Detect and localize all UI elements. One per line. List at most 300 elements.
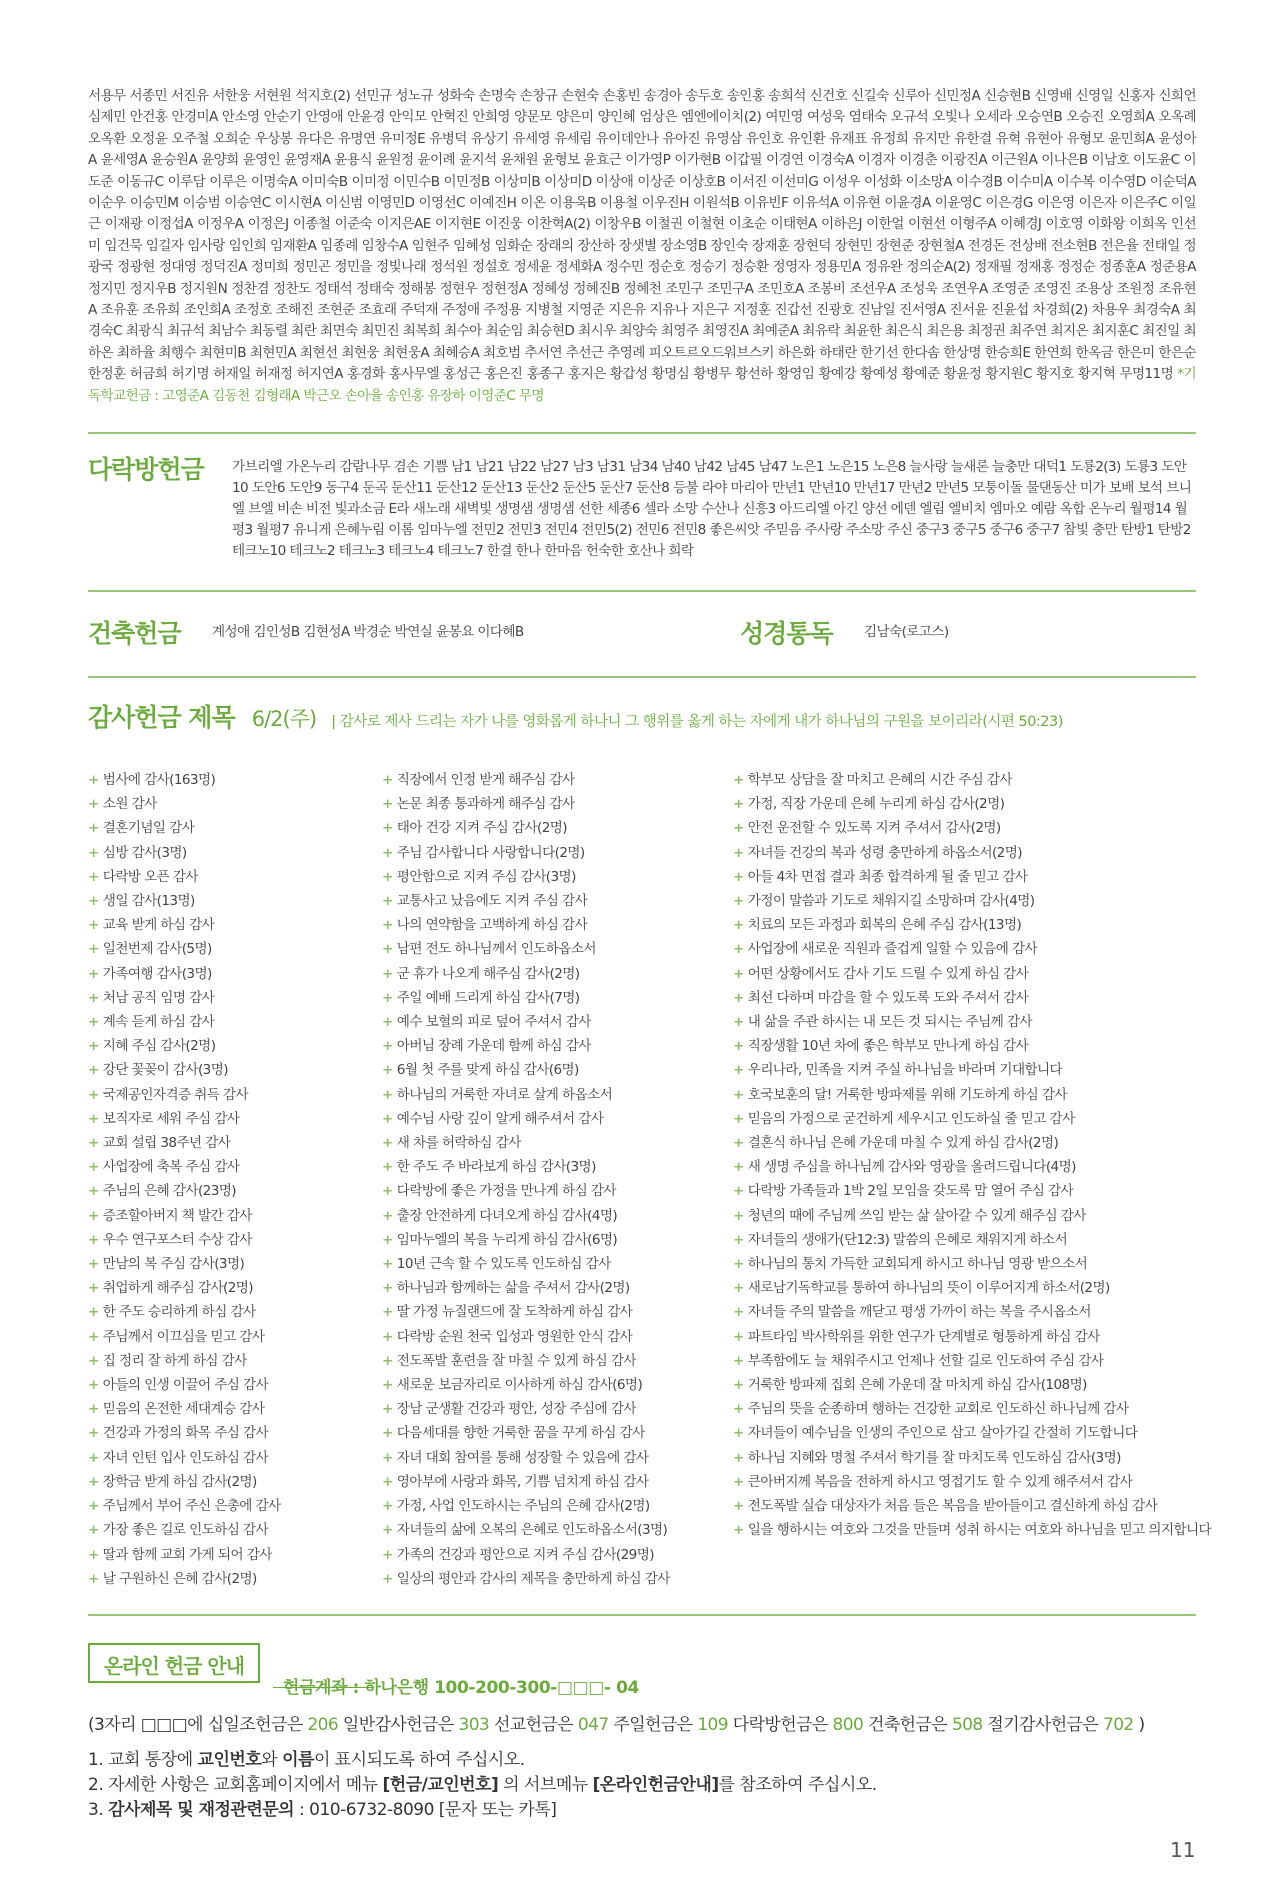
gratitude-item [733, 1058, 1211, 1082]
gratitude-item-text: 아들 4차 면접 결과 최종 합격하게 될 줄 믿고 감사 [747, 868, 1028, 885]
plus-icon: + [88, 917, 99, 934]
plus-icon: + [733, 1207, 744, 1224]
gratitude-item-text: 자녀들의 삶에 오복의 은혜로 인도하옵소서(3명) [396, 1522, 668, 1539]
gratitude-item-text: 직장생활 10년 차에 좋은 학부모 만나게 하심 감사 [747, 1038, 1029, 1055]
gratitude-item [382, 962, 670, 986]
gratitude-item [88, 889, 281, 913]
gratitude-item [733, 1373, 1211, 1397]
gratitude-item [382, 792, 670, 816]
gratitude-item-text: 강단 꽃꽂이 감사(3명) [102, 1062, 228, 1079]
gratitude-item [733, 937, 1211, 961]
code-number: 109 [697, 1715, 728, 1735]
gratitude-item [733, 1518, 1211, 1542]
gratitude-item-text: 자녀들이 예수님을 인생의 주인으로 삼고 살아가길 간절히 기도합니다 [747, 1425, 1138, 1442]
gratitude-item [733, 962, 1211, 986]
gratitude-item-text: 자녀 인턴 입사 인도하심 감사 [102, 1449, 269, 1466]
plus-icon: + [88, 1546, 99, 1563]
gratitude-item [382, 1373, 670, 1397]
plus-icon: + [382, 1546, 393, 1563]
gratitude-item-text: 믿음의 온전한 세대계승 감사 [102, 1401, 265, 1418]
gratitude-item-text: 소원 감사 [102, 796, 157, 813]
plus-icon: + [382, 1256, 393, 1273]
gratitude-item-text: 태아 건강 지켜 주심 감사(2명) [396, 820, 567, 837]
plus-icon: + [733, 1352, 744, 1369]
plus-icon: + [382, 1449, 393, 1466]
plus-icon: + [382, 1231, 393, 1248]
gratitude-item-text: 하나님의 거룩한 자녀로 살게 하옵소서 [396, 1086, 613, 1103]
plus-icon: + [733, 1304, 744, 1321]
gratitude-item [733, 816, 1211, 840]
gratitude-item-text: 호국보훈의 달! 거룩한 방파제를 위해 기도하게 하심 감사 [747, 1086, 1067, 1103]
gratitude-verse: | 감사로 제사 드리는 자가 나를 영화롭게 하나니 그 행위를 옳게 하는 자에게 내가 하나님의 구원을 보이리라(시편 50:23) [331, 714, 1063, 730]
plus-icon: + [733, 1086, 744, 1103]
gratitude-item [733, 1228, 1211, 1252]
gratitude-item [88, 1518, 281, 1542]
gratitude-item [382, 1518, 670, 1542]
gratitude-item-text: 장남 군생활 건강과 평안, 성장 주심에 감사 [396, 1401, 636, 1418]
gratitude-item-text: 안전 운전할 수 있도록 지켜 주셔서 감사(2명) [747, 820, 1001, 837]
gratitude-item [733, 1397, 1211, 1421]
plus-icon: + [733, 1377, 744, 1394]
code-label: 일반감사헌금은 [342, 1715, 454, 1735]
divider [88, 1614, 1196, 1616]
gratitude-item-text: 아들의 인생 이끌어 주심 감사 [102, 1377, 269, 1394]
gratitude-item-text: 범사에 감사(163명) [102, 772, 216, 788]
gratitude-item-text: 예수님 사랑 깊이 알게 해주셔서 감사 [396, 1110, 604, 1127]
plus-icon: + [733, 1328, 744, 1345]
gratitude-item-text: 주님의 은혜 감사(23명) [102, 1183, 236, 1200]
gratitude-item-text: 생일 감사(13명) [102, 893, 195, 910]
note-2: 2. 자세한 사항은 교회홈페이지에서 메뉴 [헌금/교인번호] 의 서브메뉴 [온라인헌금안내]를 참조하여 주십시오. [88, 1775, 877, 1795]
gratitude-item-text: 출장 안전하게 다녀오게 하심 감사(4명) [396, 1207, 618, 1224]
gratitude-item [733, 1131, 1211, 1155]
gratitude-item-text: 딸과 함께 교회 가게 되어 감사 [102, 1546, 272, 1563]
gratitude-item [88, 1155, 281, 1179]
gratitude-item-text: 교회 설립 38주년 감사 [102, 1135, 231, 1152]
gratitude-item [733, 1446, 1211, 1470]
gratitude-item [88, 1252, 281, 1276]
gratitude-title: 감사헌금 제목 [88, 703, 235, 732]
gratitude-item-text: 한 주도 주 바라보게 하심 감사(3명) [396, 1159, 596, 1176]
plus-icon: + [733, 965, 744, 982]
plus-icon: + [733, 844, 744, 861]
plus-icon: + [733, 1135, 744, 1152]
gratitude-item [382, 913, 670, 937]
plus-icon: + [88, 1086, 99, 1103]
darakbang-title: 다락방헌금 [88, 455, 204, 484]
plus-icon: + [733, 1231, 744, 1248]
plus-icon: + [733, 941, 744, 958]
gratitude-date: 6/2(주) [251, 707, 317, 731]
offering-notes [88, 1748, 877, 1823]
plus-icon: + [733, 1449, 744, 1466]
gratitude-item [382, 1543, 670, 1567]
gratitude-item [88, 1179, 281, 1203]
gratitude-item [382, 841, 670, 865]
gratitude-item [382, 1325, 670, 1349]
plus-icon: + [88, 1207, 99, 1224]
plus-icon: + [382, 1473, 393, 1490]
code-label: 주일헌금은 [613, 1715, 693, 1735]
gratitude-item [733, 841, 1211, 865]
plus-icon: + [88, 1377, 99, 1394]
gratitude-item-text: 새로남기독학교를 통하여 하나님의 뜻이 이루어지게 하소서(2명) [747, 1280, 1110, 1297]
gratitude-item-text: 우리나라, 민족을 지켜 주실 하나님을 바라며 기대합니다 [747, 1062, 1063, 1079]
gratitude-item [382, 1179, 670, 1203]
gratitude-item [733, 1300, 1211, 1324]
gratitude-item [733, 1010, 1211, 1034]
gratitude-item [88, 1107, 281, 1131]
gratitude-item [88, 1131, 281, 1155]
plus-icon: + [733, 1280, 744, 1297]
code-number: 303 [458, 1715, 490, 1735]
gratitude-column-2 [382, 768, 670, 1591]
gratitude-item-text: 사업장에 새로운 직원과 즐겁게 일할 수 있음에 감사 [747, 941, 1038, 958]
gratitude-item [88, 1228, 281, 1252]
gratitude-item [382, 1470, 670, 1494]
gratitude-item [88, 1543, 281, 1567]
plus-icon: + [382, 1425, 393, 1442]
gratitude-item [733, 889, 1211, 913]
gratitude-item-text: 6월 첫 주를 맞게 하심 감사(6명) [396, 1062, 579, 1079]
gratitude-item [382, 1228, 670, 1252]
plus-icon: + [88, 1425, 99, 1442]
plus-icon: + [88, 1038, 99, 1055]
plus-icon: + [382, 893, 393, 910]
gratitude-item [733, 768, 1211, 792]
plus-icon: + [88, 1014, 99, 1031]
gratitude-item [733, 865, 1211, 889]
gratitude-item [382, 1107, 670, 1131]
plus-icon: + [382, 1522, 393, 1539]
codes-list [307, 1715, 1144, 1735]
gratitude-item-text: 임마누엘의 복을 누리게 하심 감사(6명) [396, 1231, 618, 1248]
plus-icon: + [733, 1110, 744, 1127]
gratitude-item [733, 1034, 1211, 1058]
gratitude-item-text: 교육 받게 하심 감사 [102, 917, 215, 934]
gratitude-item [88, 986, 281, 1010]
gratitude-item [88, 1325, 281, 1349]
plus-icon: + [88, 868, 99, 885]
plus-icon: + [382, 1135, 393, 1152]
gratitude-item [382, 1010, 670, 1034]
gratitude-item-text: 자녀 대회 참여를 통해 성장할 수 있음에 감사 [396, 1449, 649, 1466]
gratitude-item-text: 일천번제 감사(5명) [102, 941, 212, 958]
plus-icon: + [88, 1159, 99, 1176]
gratitude-item [382, 986, 670, 1010]
gratitude-item-text: 일상의 평안과 감사의 제목을 충만하게 하심 감사 [396, 1570, 670, 1587]
note-1: 1. 교회 통장에 교인번호와 이름이 표시되도록 하여 주십시오. [88, 1750, 525, 1770]
gratitude-item-text: 날 구원하신 은혜 감사(2명) [102, 1570, 257, 1587]
plus-icon: + [733, 1159, 744, 1176]
plus-icon: + [733, 772, 744, 788]
gratitude-item-text: 심방 감사(3명) [102, 844, 187, 861]
gratitude-item-text: 학부모 상담을 잘 마치고 은혜의 시간 주심 감사 [747, 772, 1012, 788]
plus-icon: + [88, 989, 99, 1006]
plus-icon: + [382, 1110, 393, 1127]
gratitude-item-text: 가족여행 감사(3명) [102, 965, 212, 982]
offering-codes [88, 1710, 1145, 1735]
gratitude-item [88, 1397, 281, 1421]
gratitude-item-text: 한 주도 승리하게 하심 감사 [102, 1304, 256, 1321]
gratitude-item-text: 하나님과 함께하는 삶을 주셔서 감사(2명) [396, 1280, 630, 1297]
gratitude-item [88, 792, 281, 816]
gratitude-item-text: 사업장에 축복 주심 감사 [102, 1159, 240, 1176]
gratitude-item-text: 다음세대를 향한 거룩한 꿈을 꾸게 하심 감사 [396, 1425, 645, 1442]
gratitude-item-text: 청년의 때에 주님께 쓰임 받는 삶 살아갈 수 있게 해주심 감사 [747, 1207, 1086, 1224]
gratitude-item [88, 1058, 281, 1082]
donor-names: 서용무 서종민 서진유 서한웅 서현원 석지호(2) 선민규 성노규 성화숙 손명숙 손창규 손현숙 손홍빈 송경아 송두호 송인홍 송희석 신건호 신길숙 신루아 신민정A 신승현B 신영배 신영일 신홍자 신희언 심제민 안건홍 안경미A 안소영 안순기 안영애 안윤경 안익모 안혁진 안희영 양문모 양은미 양인혜 엄상은 엠엔에이치(2) 여민영 여성욱 염태숙 오규석 오빛나 오세라 오승연B 오승진 오영희A 오옥례 오옥환 오정윤 오주철 오희순 우상봉 유다은 유명연 유미정E 유병덕 유상기 유세영 유세림 유이데안나 유아진 유영삼 유인호 유인환 유재표 유정희 유지만 유한결 유혁 유현아 유형모 윤민희A 윤성아A 윤세영A 윤승원A 윤양희 윤영인 윤영재A 윤용식 윤원정 윤이례 윤지석 윤채원 윤형보 윤효근 이가영P 이가현B 이갑필 이경연 이경숙A 이경자 이경춘 이광진A 이근원A 이나은B 이남호 이도윤C 이도준 이동규C 이루담 이루은 이명숙A 이미숙B 이미정 이민수B 이민정B 이상미B 이상미D 이상애 이상준 이상호B 이서진 이선미G 이성우 이성화 이소망A 이수경B 이수미A 이수복 이수영D 이순덕A 이순우 이승민M 이승범 이승연C 이시현A 이신범 이영민D 이영선C 이예진H 이온 이용욱B 이용철 이우진H 이원석B 이유빈F 이유석A 이유현 이윤경A 이윤영C 이은경G 이은영 이은자 이은주C 이일근 이재광 이정섭A 이정우A 이정은J 이종철 이준숙 이지은AE 이지현E 이진웅 이찬혁A(2) 이창우B 이철권 이철현 이초순 이태현A 이하은J 이한얼 이현선 이형주A 이혜경J 이호영 이화왕 이희옥 인선미 임건묵 임길자 임사랑 임인희 임재환A 임종례 임창수A 임현주 임혜성 임화순 장래의 장산하 장샛별 장소영B 장인숙 장재훈 장현덕 장현민 장현준 장현철A 전경돈 전상배 전소현B 전은율 전태일 정광국 정광현 정대영 정덕진A 정미희 정민곤 정민을 정빛나래 정석원 정설호 정세윤 정세화A 정수민 정순호 정승기 정승환 정영자 정용민A 정유완 정의순A(2) 정재필 정재홍 정정순 정종훈A 정준용A 정지민 정지우B 정지원N 정찬겸 정찬도 정태석 정태숙 정해봉 정현우 정현정A 정혜성 정혜진B 정혜천 조민구 조민구A 조민호A 조봉비 조선우A 조성욱 조연우A 조영준 조영진 조용상 조원정 조유현A 조유훈 조유희 조인희A 조정호 조해진 조현준 조효래 주덕재 주정애 주정용 지병철 지영준 지은유 지유나 지은구 지정훈 진갑선 진광호 진남일 진서영A 진서윤 진윤섭 차경희(2) 차용우 최경숙A 최경숙C 최광식 최규석 최남수 최동렬 최란 최면숙 최민진 최복희 최수아 최순임 최승현D 최시우 최양숙 최영주 최영진A 최예준A 최유락 최윤한 최은식 최은용 최정권 최주연 최지온 최지훈C 최진일 최하온 최하율 최행수 최현미B 최현민A 최현선 최현웅 최현웅A 최혜승A 최호범 추서연 추선근 추영례 피오트르오드워브스키 하은화 하태란 한기선 한다솜 한상명 한승희E 한연희 한옥금 한은미 한은순 한정훈 허금희 허기명 허재일 허재정 허지연A 홍경화 홍사무엘 홍성근 홍은진 홍종구 홍지은 황갑성 황명심 황병무 황선하 황영임 황예강 황예성 황예준 황윤정 황지원C 황지호 황지혁 무명11명 [88, 88, 1196, 383]
gratitude-item [382, 1252, 670, 1276]
code-number: 800 [832, 1715, 864, 1735]
plus-icon: + [733, 820, 744, 837]
gratitude-item-text: 전도폭발 실습 대상자가 처음 들은 복음을 받아들이고 결신하게 하심 감사 [747, 1498, 1158, 1515]
gratitude-item [733, 1155, 1211, 1179]
gratitude-item-text: 파트타임 박사학위를 위한 연구가 단계별로 형통하게 하심 감사 [747, 1328, 1100, 1345]
plus-icon: + [382, 989, 393, 1006]
plus-icon: + [382, 820, 393, 837]
gratitude-item [382, 1300, 670, 1324]
gratitude-item-text: 새로운 보금자리로 이사하게 하심 감사(6명) [396, 1377, 643, 1394]
building-list: 계성애 김인성B 김현성A 박경순 박연실 윤봉요 이다혜B [212, 624, 524, 640]
gratitude-item-text: 나의 연약함을 고백하게 하심 감사 [396, 917, 588, 934]
plus-icon: + [733, 1498, 744, 1515]
gratitude-item-text: 증조할아버지 책 발간 감사 [102, 1207, 252, 1224]
donor-names-block [88, 86, 1196, 407]
plus-icon: + [382, 844, 393, 861]
divider [88, 432, 1196, 434]
gratitude-item [88, 1034, 281, 1058]
plus-icon: + [382, 772, 393, 788]
plus-icon: + [382, 868, 393, 885]
gratitude-item-text: 장학금 받게 하심 감사(2명) [102, 1473, 257, 1490]
code-label: 건축헌금은 [868, 1715, 948, 1735]
gratitude-item [88, 1567, 281, 1591]
gratitude-item-text: 거룩한 방파제 집회 은혜 가운데 잘 마치게 하심 감사(108명) [747, 1377, 1087, 1394]
gratitude-item [733, 913, 1211, 937]
gratitude-item [382, 1494, 670, 1518]
plus-icon: + [733, 893, 744, 910]
gratitude-item [382, 1349, 670, 1373]
gratitude-item [382, 889, 670, 913]
plus-icon: + [733, 1062, 744, 1079]
gratitude-item-text: 믿음의 가정으로 굳건하게 세우시고 인도하실 줄 믿고 감사 [747, 1110, 1075, 1127]
plus-icon: + [88, 1570, 99, 1587]
gratitude-item-text: 전도폭발 훈련을 잘 마칠 수 있게 하심 감사 [396, 1352, 636, 1369]
gratitude-item [88, 816, 281, 840]
gratitude-item [382, 1131, 670, 1155]
gratitude-item-text: 일을 행하시는 여호와 그것을 만들며 성취 하시는 여호와 하나님을 믿고 의지합니다 [747, 1522, 1212, 1539]
gratitude-item-text: 새 생명 주심을 하나님께 감사와 영광을 올려드립니다(4명) [747, 1159, 1076, 1176]
gratitude-item [88, 1010, 281, 1034]
plus-icon: + [382, 1328, 393, 1345]
bible-list: 김남숙(로고스) [864, 624, 949, 640]
plus-icon: + [733, 796, 744, 813]
gratitude-item-text: 다락방 순원 천국 입성과 영원한 안식 감사 [396, 1328, 633, 1345]
gratitude-item [88, 962, 281, 986]
plus-icon: + [88, 844, 99, 861]
gratitude-item-text: 다락방에 좋은 가정을 만나게 하심 감사 [396, 1183, 616, 1200]
gratitude-item-text: 주일 예배 드리게 하심 감사(7명) [396, 989, 580, 1006]
gratitude-item [733, 1470, 1211, 1494]
gratitude-item-text: 새 차를 허락하심 감사 [396, 1135, 521, 1152]
plus-icon: + [382, 1570, 393, 1587]
gratitude-item-text: 만남의 복 주심 감사(3명) [102, 1256, 245, 1273]
gratitude-item-text: 평안함으로 지켜 주심 감사(3명) [396, 868, 576, 885]
gratitude-item-text: 취업하게 해주심 감사(2명) [102, 1280, 254, 1297]
gratitude-item [733, 1276, 1211, 1300]
plus-icon: + [382, 1401, 393, 1418]
online-offering-badge [88, 1643, 260, 1683]
plus-icon: + [733, 1473, 744, 1490]
plus-icon: + [382, 1086, 393, 1103]
gratitude-item [88, 1083, 281, 1107]
gratitude-item [733, 1325, 1211, 1349]
plus-icon: + [88, 1401, 99, 1418]
gratitude-item-text: 다락방 오픈 감사 [102, 868, 198, 885]
gratitude-item-text: 아버님 장례 가운데 함께 하심 감사 [396, 1038, 591, 1055]
gratitude-item-text: 하나님의 통치 가득한 교회되게 하시고 하나님 영광 받으소서 [747, 1256, 1088, 1273]
gratitude-item-text: 지혜 주심 감사(2명) [102, 1038, 216, 1055]
gratitude-item [733, 1252, 1211, 1276]
gratitude-item [88, 865, 281, 889]
gratitude-item [382, 768, 670, 792]
gratitude-item [382, 1567, 670, 1591]
plus-icon: + [88, 1522, 99, 1539]
gratitude-item [88, 1470, 281, 1494]
gratitude-item-text: 처남 공직 임명 감사 [102, 989, 215, 1006]
gratitude-item [88, 1276, 281, 1300]
account-info: 헌금계좌 : 하나은행 100-200-300-□□□- 04 [283, 1678, 639, 1698]
gratitude-item-text: 가정이 말씀과 기도로 채워지길 소망하며 감사(4명) [747, 893, 1035, 910]
gratitude-header [88, 698, 1063, 734]
gratitude-item [382, 1446, 670, 1470]
gratitude-item [382, 1276, 670, 1300]
plus-icon: + [733, 1014, 744, 1031]
gratitude-item-text: 다락방 가족들과 1박 2일 모임을 갖도록 맘 열어 주심 감사 [747, 1183, 1074, 1200]
gratitude-item-text: 10년 근속 할 수 있도록 인도하심 감사 [396, 1256, 611, 1273]
gratitude-item-text: 내 삶을 주관 하시는 내 모든 것 되시는 주님께 감사 [747, 1014, 1032, 1031]
gratitude-item [88, 913, 281, 937]
plus-icon: + [382, 941, 393, 958]
plus-icon: + [733, 989, 744, 1006]
page-number: 11 [1170, 1838, 1196, 1862]
gratitude-item [88, 1300, 281, 1324]
gratitude-item-text: 어떤 상황에서도 감사 기도 드릴 수 있게 하심 감사 [747, 965, 1029, 982]
gratitude-item-text: 결혼기념일 감사 [102, 820, 195, 837]
gratitude-item-text: 교통사고 났음에도 지켜 주심 감사 [396, 893, 588, 910]
gratitude-item-text: 치료의 모든 과정과 회복의 은혜 주심 감사(13명) [747, 917, 1022, 934]
gratitude-item-text: 하나님 지혜와 명철 주셔서 학기를 잘 마치도록 인도하심 감사(3명) [747, 1449, 1121, 1466]
code-number: 702 [1102, 1715, 1134, 1735]
plus-icon: + [733, 868, 744, 885]
plus-icon: + [382, 1159, 393, 1176]
gratitude-item [88, 1349, 281, 1373]
plus-icon: + [382, 796, 393, 813]
gratitude-item [733, 792, 1211, 816]
gratitude-item-text: 가정, 사업 인도하시는 주님의 은혜 감사(2명) [396, 1498, 650, 1515]
christian-school-note: *기독학교헌금 : 고영준A 김동천 김형래A 박근오 손아율 송인홍 유장하 이영준C 무명 [88, 366, 1196, 404]
plus-icon: + [88, 941, 99, 958]
gratitude-item-text: 가정, 직장 가운데 은혜 누리게 하심 감사(2명) [747, 796, 1005, 813]
code-label: ) [1138, 1715, 1145, 1735]
plus-icon: + [733, 1522, 744, 1539]
online-offering-title: 온라인 헌금 안내 [103, 1654, 245, 1678]
gratitude-item [733, 1107, 1211, 1131]
plus-icon: + [382, 1377, 393, 1394]
gratitude-item-text: 딸 가정 뉴질랜드에 잘 도착하게 하심 감사 [396, 1304, 633, 1321]
gratitude-item-text: 최선 다하며 마감을 할 수 있도록 도와 주셔서 감사 [747, 989, 1029, 1006]
gratitude-item-text: 직장에서 인정 받게 해주심 감사 [396, 772, 575, 788]
gratitude-item-text: 주님의 뜻을 순종하며 행하는 건강한 교회로 인도하신 하나님께 감사 [747, 1401, 1129, 1418]
gratitude-item [733, 1179, 1211, 1203]
gratitude-item [88, 1446, 281, 1470]
gratitude-item-text: 예수 보혈의 피로 덮어 주셔서 감사 [396, 1014, 591, 1031]
gratitude-item-text: 남편 전도 하나님께서 인도하옵소서 [396, 941, 596, 958]
gratitude-item [88, 1373, 281, 1397]
gratitude-item-text: 큰아버지께 복음을 전하게 하시고 영접기도 할 수 있게 해주셔서 감사 [747, 1473, 1133, 1490]
gratitude-item-text: 가족의 건강과 평안으로 지켜 주심 감사(29명) [396, 1546, 654, 1563]
plus-icon: + [88, 1498, 99, 1515]
gratitude-item [382, 1058, 670, 1082]
plus-icon: + [88, 1231, 99, 1248]
plus-icon: + [382, 1304, 393, 1321]
gratitude-item [733, 1494, 1211, 1518]
bible-title: 성경통독 [740, 619, 833, 648]
plus-icon: + [88, 1256, 99, 1273]
gratitude-item [733, 1083, 1211, 1107]
gratitude-item [382, 816, 670, 840]
gratitude-item-text: 주님 감사합니다 사랑합니다(2명) [396, 844, 585, 861]
gratitude-item-text: 자녀들의 생애가(단12:3) 말씀의 은혜로 채워지게 하소서 [747, 1231, 1068, 1248]
plus-icon: + [733, 1256, 744, 1273]
code-number: 206 [307, 1715, 339, 1735]
gratitude-item [88, 768, 281, 792]
building-title: 건축헌금 [88, 619, 181, 648]
plus-icon: + [733, 1183, 744, 1200]
gratitude-item [382, 1204, 670, 1228]
note-3: 3. 감사제목 및 재정관련문의 : 010-6732-8090 [문자 또는 카톡] [88, 1800, 557, 1820]
gratitude-column-1 [88, 768, 281, 1591]
code-number: 508 [951, 1715, 983, 1735]
plus-icon: + [88, 965, 99, 982]
gratitude-item [382, 1083, 670, 1107]
plus-icon: + [382, 1038, 393, 1055]
divider [88, 590, 1196, 592]
divider [88, 676, 1196, 678]
gratitude-item-text: 논문 최종 통과하게 해주심 감사 [396, 796, 575, 813]
plus-icon: + [88, 1352, 99, 1369]
plus-icon: + [382, 1352, 393, 1369]
gratitude-item-text: 영아부에 사랑과 화목, 기쁨 넘치게 하심 감사 [396, 1473, 649, 1490]
plus-icon: + [382, 1280, 393, 1297]
gratitude-item-text: 집 정리 잘 하게 하심 감사 [102, 1352, 247, 1369]
gratitude-item [733, 986, 1211, 1010]
gratitude-item [88, 1421, 281, 1445]
plus-icon: + [382, 1014, 393, 1031]
gratitude-item [382, 1421, 670, 1445]
gratitude-item [88, 841, 281, 865]
plus-icon: + [88, 1473, 99, 1490]
gratitude-item-text: 가장 좋은 길로 인도하심 감사 [102, 1522, 269, 1539]
gratitude-item [88, 937, 281, 961]
plus-icon: + [382, 1062, 393, 1079]
plus-icon: + [88, 1135, 99, 1152]
gratitude-item-text: 건강과 가정의 화목 주심 감사 [102, 1425, 269, 1442]
plus-icon: + [382, 917, 393, 934]
gratitude-item-text: 자녀들 건강의 복과 성령 충만하게 하옵소서(2명) [747, 844, 1022, 861]
gratitude-item-text: 군 휴가 나오게 해주심 감사(2명) [396, 965, 580, 982]
